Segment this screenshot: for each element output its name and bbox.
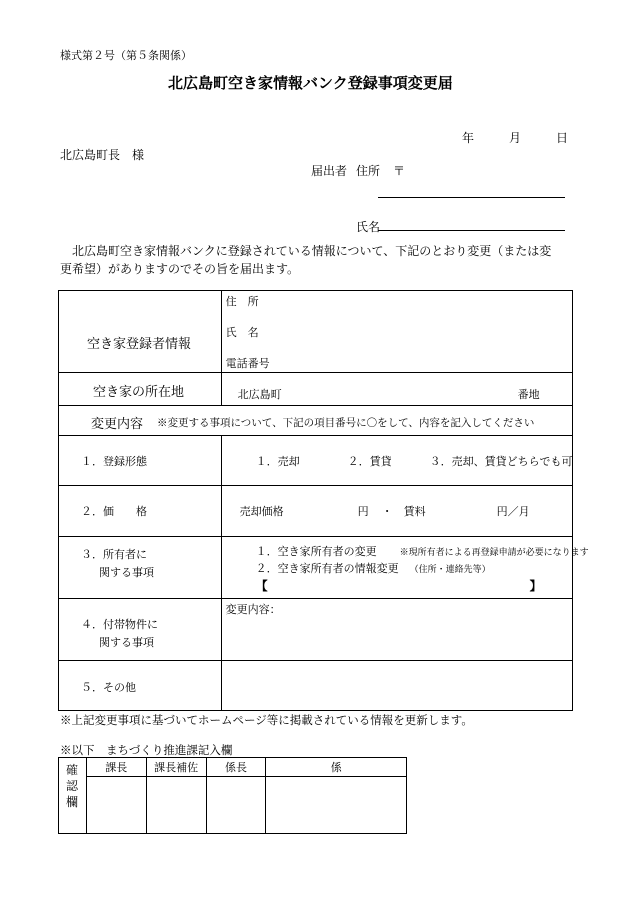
registrant-row xyxy=(59,291,573,373)
registrant-info-cell xyxy=(221,291,572,373)
row1-option-rent: ２．賃貸 xyxy=(347,455,392,468)
row2-separator: ・ xyxy=(381,505,393,518)
change-table xyxy=(58,290,589,711)
intro-line-2: 更希望）がありますのでその旨を届出ます。 xyxy=(60,262,300,276)
date-year-label: 年 xyxy=(462,131,475,145)
row-other xyxy=(59,661,573,711)
date-day-label: 日 xyxy=(556,131,569,145)
row2-per-month: 円／月 xyxy=(496,505,530,518)
change-header-label: 変更内容 xyxy=(91,417,144,432)
header-unit-chief: 係長 xyxy=(206,758,266,777)
location-header: 空き家の所在地 xyxy=(93,385,185,400)
stamp-unit-chief xyxy=(206,777,266,834)
row5-content-cell xyxy=(221,661,572,711)
stamp-staff xyxy=(266,777,407,834)
form-number: 様式第２号（第５条関係） xyxy=(60,49,192,62)
row3-option-owner-change-note: ※現所有者による再登録申請が必要になります xyxy=(399,548,589,558)
row4-label-cell xyxy=(59,599,222,661)
address-label: 住所 xyxy=(356,164,381,178)
row1-label: １．登録形態 xyxy=(81,455,147,468)
row3-options-cell xyxy=(221,537,589,599)
confirm-char-3: 欄 xyxy=(66,795,79,809)
addressee: 北広島町長 様 xyxy=(60,148,145,162)
office-header-row xyxy=(59,758,407,777)
footnote: ※上記変更事項に基づいてホームページ等に掲載されている情報を更新します。 xyxy=(60,713,473,727)
address-line xyxy=(378,197,565,198)
location-suffix: 番地 xyxy=(517,388,540,401)
row2-rent-label: 賃料 xyxy=(403,505,426,518)
header-staff: 係 xyxy=(266,758,407,777)
row1-label-cell xyxy=(59,436,222,486)
row1-options-cell xyxy=(221,436,572,486)
location-header-cell xyxy=(59,373,222,406)
row4-label-line2: 関する事項 xyxy=(99,636,154,649)
registrant-address-label: 住 所 xyxy=(225,295,259,308)
row1-option-either: ３．売却、賃貸どちらでも可 xyxy=(429,455,573,468)
location-value-cell xyxy=(221,373,572,406)
name-line xyxy=(378,230,565,231)
stamp-section-chief xyxy=(86,777,146,834)
row-ancillary xyxy=(59,599,573,661)
date-month-label: 月 xyxy=(509,131,522,145)
change-header-cell xyxy=(59,406,573,436)
row1-option-sale: １．売却 xyxy=(255,455,300,468)
registrant-phone-label: 電話番号 xyxy=(225,357,270,370)
row3-option-info-change-note: （住所・連絡先等） xyxy=(409,565,491,575)
row4-content-label: 変更内容： xyxy=(225,603,281,616)
row2-values-cell xyxy=(221,486,572,537)
change-header-row xyxy=(59,406,573,436)
name-label: 氏名 xyxy=(356,220,381,234)
row3-label-line1: ３．所有者に xyxy=(81,548,147,561)
confirm-char-1: 確 xyxy=(66,763,79,777)
office-section-title: ※以下 まちづくり推進課記入欄 xyxy=(60,743,233,757)
row3-bracket-close: 】 xyxy=(529,579,542,593)
row-registration-type xyxy=(59,436,573,486)
applicant-label: 届出者 xyxy=(311,164,348,178)
row3-option-owner-change: １．空き家所有者の変更 xyxy=(255,545,377,558)
confirm-char-2: 認 xyxy=(66,779,79,793)
row2-label-cell xyxy=(59,486,222,537)
row2-sale-label: 売却価格 xyxy=(239,505,284,518)
row5-label-cell xyxy=(59,661,222,711)
row2-yen: 円 xyxy=(357,505,369,518)
header-section-chief: 課長 xyxy=(86,758,146,777)
row-owner xyxy=(59,537,573,599)
row3-option-info-change: ２．空き家所有者の情報変更 xyxy=(255,562,399,575)
stamp-deputy-chief xyxy=(146,777,206,834)
intro-line-1: 北広島町空き家情報バンクに登録されている情報について、下記のとおり変更（または変 xyxy=(72,244,552,258)
row2-label: ２．価 格 xyxy=(81,505,147,518)
registrant-header-cell xyxy=(59,291,222,373)
registrant-name-label: 氏 名 xyxy=(225,326,259,339)
row3-label-line2: 関する事項 xyxy=(99,566,154,579)
row-price xyxy=(59,486,573,537)
location-row xyxy=(59,373,573,406)
row3-bracket-open: 【 xyxy=(255,579,268,593)
confirm-label-cell xyxy=(59,758,87,834)
office-confirm-table xyxy=(58,757,407,834)
form-title: 北広島町空き家情報バンク登録事項変更届 xyxy=(168,74,453,92)
registrant-header: 空き家登録者情報 xyxy=(87,337,192,352)
row5-label: ５．その他 xyxy=(81,681,136,694)
row3-label-cell xyxy=(59,537,222,599)
office-stamp-row xyxy=(59,777,407,834)
change-header-note: ※変更する事項について、下記の項目番号に〇をして、内容を記入してください xyxy=(157,417,535,429)
row4-content-cell xyxy=(221,599,572,661)
header-deputy-chief: 課長補佐 xyxy=(146,758,206,777)
location-town: 北広島町 xyxy=(237,388,282,401)
postal-mark: 〒 xyxy=(393,164,406,178)
row4-label-line1: ４．付帯物件に xyxy=(81,618,158,631)
